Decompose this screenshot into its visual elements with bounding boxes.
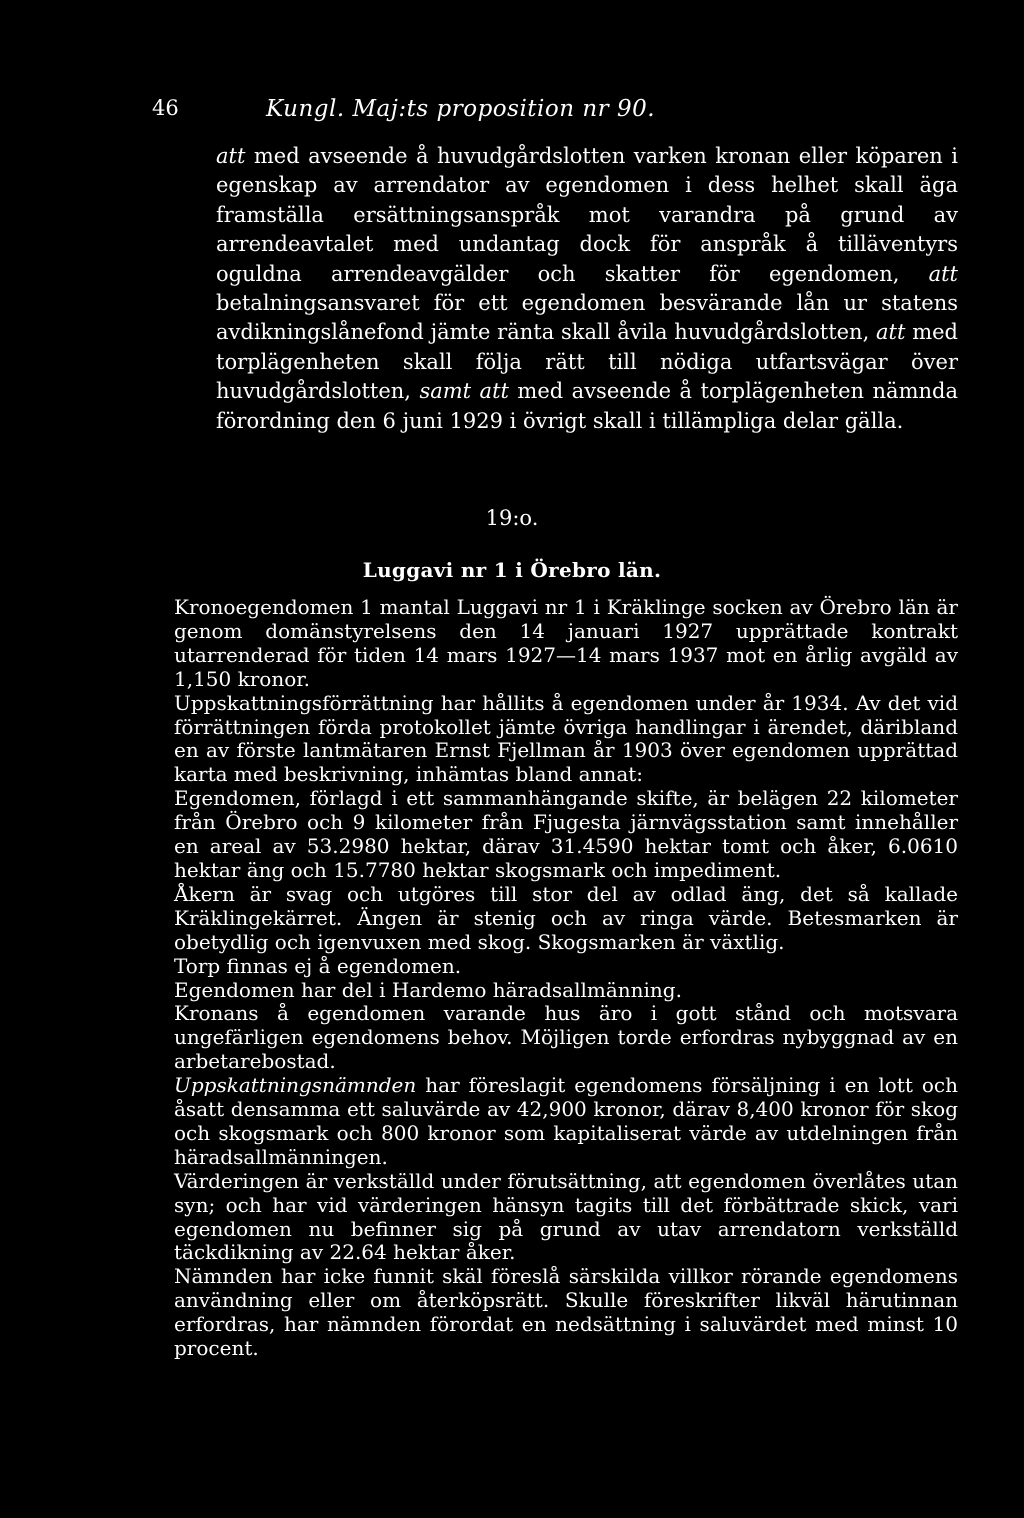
paragraph: Torp finnas ej å egendomen. (174, 953, 462, 978)
section-number: 19:o. (485, 506, 539, 530)
text-run: har föreslagit egendomens försäljning i en lott och åsatt densamma ett saluvärde av 42,900 kronor, därav 8,400 kronor för skog och skogsmark och 800 kronor som kapitaliserat värde av utdelningen från häradsallmänningen. (174, 1073, 958, 1169)
text-run: med avseende å torplägenheten nämnda förordning den 6 juni 1929 i övrigt skall i tillämpliga delar gälla. (216, 379, 958, 433)
italic-text: Uppskattningsnämnden (174, 1073, 417, 1098)
page-number: 46 (152, 96, 179, 120)
running-title: Kungl. Maj:ts proposition nr 90. (266, 96, 656, 122)
text-run: betalningsansvaret för ett egendomen besvärande lån ur statens avdikningslånefond jämte ränta skall åvila huvudgårdslotten, (216, 291, 958, 345)
paragraph (216, 142, 958, 436)
italic-text: att (928, 261, 958, 286)
italic-text: samt att (419, 379, 509, 404)
section-title: Luggavi nr 1 i Örebro län. (362, 558, 662, 582)
continued-paragraph (216, 142, 958, 436)
paragraph: Egendomen, förlagd i ett sammanhängande skifte, är belägen 22 kilometer från Örebro och 9 kilometer från Fjugesta järnvägsstation samt innehåller en areal av 53.2980 hektar, därav 31.4590 hektar tomt och åker, 6.0610 hektar äng och 15.7780 hektar skogsmark och impediment. (174, 786, 958, 882)
paragraph: Uppskattningsförrättning har hållits å egendomen under år 1934. Av det vid förrättningen förda protokollet jämte övriga handlingar i ärendet, däribland en av förste lantmätaren Ernst Fjellman år 1903 över egendomen upprättad karta med beskrivning, inhämtas bland annat: (174, 690, 958, 787)
paragraph (174, 1074, 958, 1170)
italic-text: att (216, 144, 246, 168)
paragraph: Nämnden har icke funnit skäl föreslå särskilda villkor rörande egendomens användning eller om återköpsrätt. Skulle föreskrifter likväl härutinnan erfordras, har nämnden förordat en nedsättning i saluvärdet med minst 10 procent. (174, 1264, 958, 1361)
paragraph: Åkern är svag och utgöres till stor del av odlad äng, det så kallade Kräklingekärret. Ängen är stenig och av ringa värde. Betesmarken är obetydlig och igenvuxen med skog. Skogsmarken är växtlig. (174, 881, 958, 954)
text-run: med torplägenheten skall följa rätt till nödiga utfartsvägar över huvudgårdslotten, (216, 320, 958, 404)
page-header (152, 96, 872, 126)
paragraph: Kronans å egendomen varande hus äro i gott stånd och motsvara ungefärligen egendomens behov. Möjligen torde erfordras nybyggnad av en arbetarebostad. (174, 1001, 958, 1074)
italic-text: att (876, 320, 906, 345)
paragraph: Kronoegendomen 1 mantal Luggavi nr 1 i Kräklinge socken av Örebro län är genom domänstyrelsens den 14 januari 1927 upprättade kontrakt utarrenderad för tiden 14 mars 1927—14 mars 1937 mot en årlig avgäld av 1,150 kronor. (174, 595, 958, 691)
paragraph: Egendomen har del i Hardemo häradsallmänning. (174, 977, 682, 1002)
paragraph: Värderingen är verkställd under förutsättning, att egendomen överlåtes utan syn; och har vid värderingen hänsyn tagits till det förbättrade skick, vari egendomen nu befinner sig på grund av utav arrendatorn verkställd täckdikning av 22.64 hektar åker. (174, 1168, 958, 1265)
section-body (174, 596, 958, 1361)
text-run: med avseende å huvudgårdslotten varken kronan eller köparen i egenskap av arrendator av egendomen i dess helhet skall äga framställa ersättningsanspråk mot varandra på grund av arrendeavtalet med undantag dock för anspråk å tilläventyrs oguldna arrendeavgälder och skatter för egendomen, (216, 144, 958, 286)
